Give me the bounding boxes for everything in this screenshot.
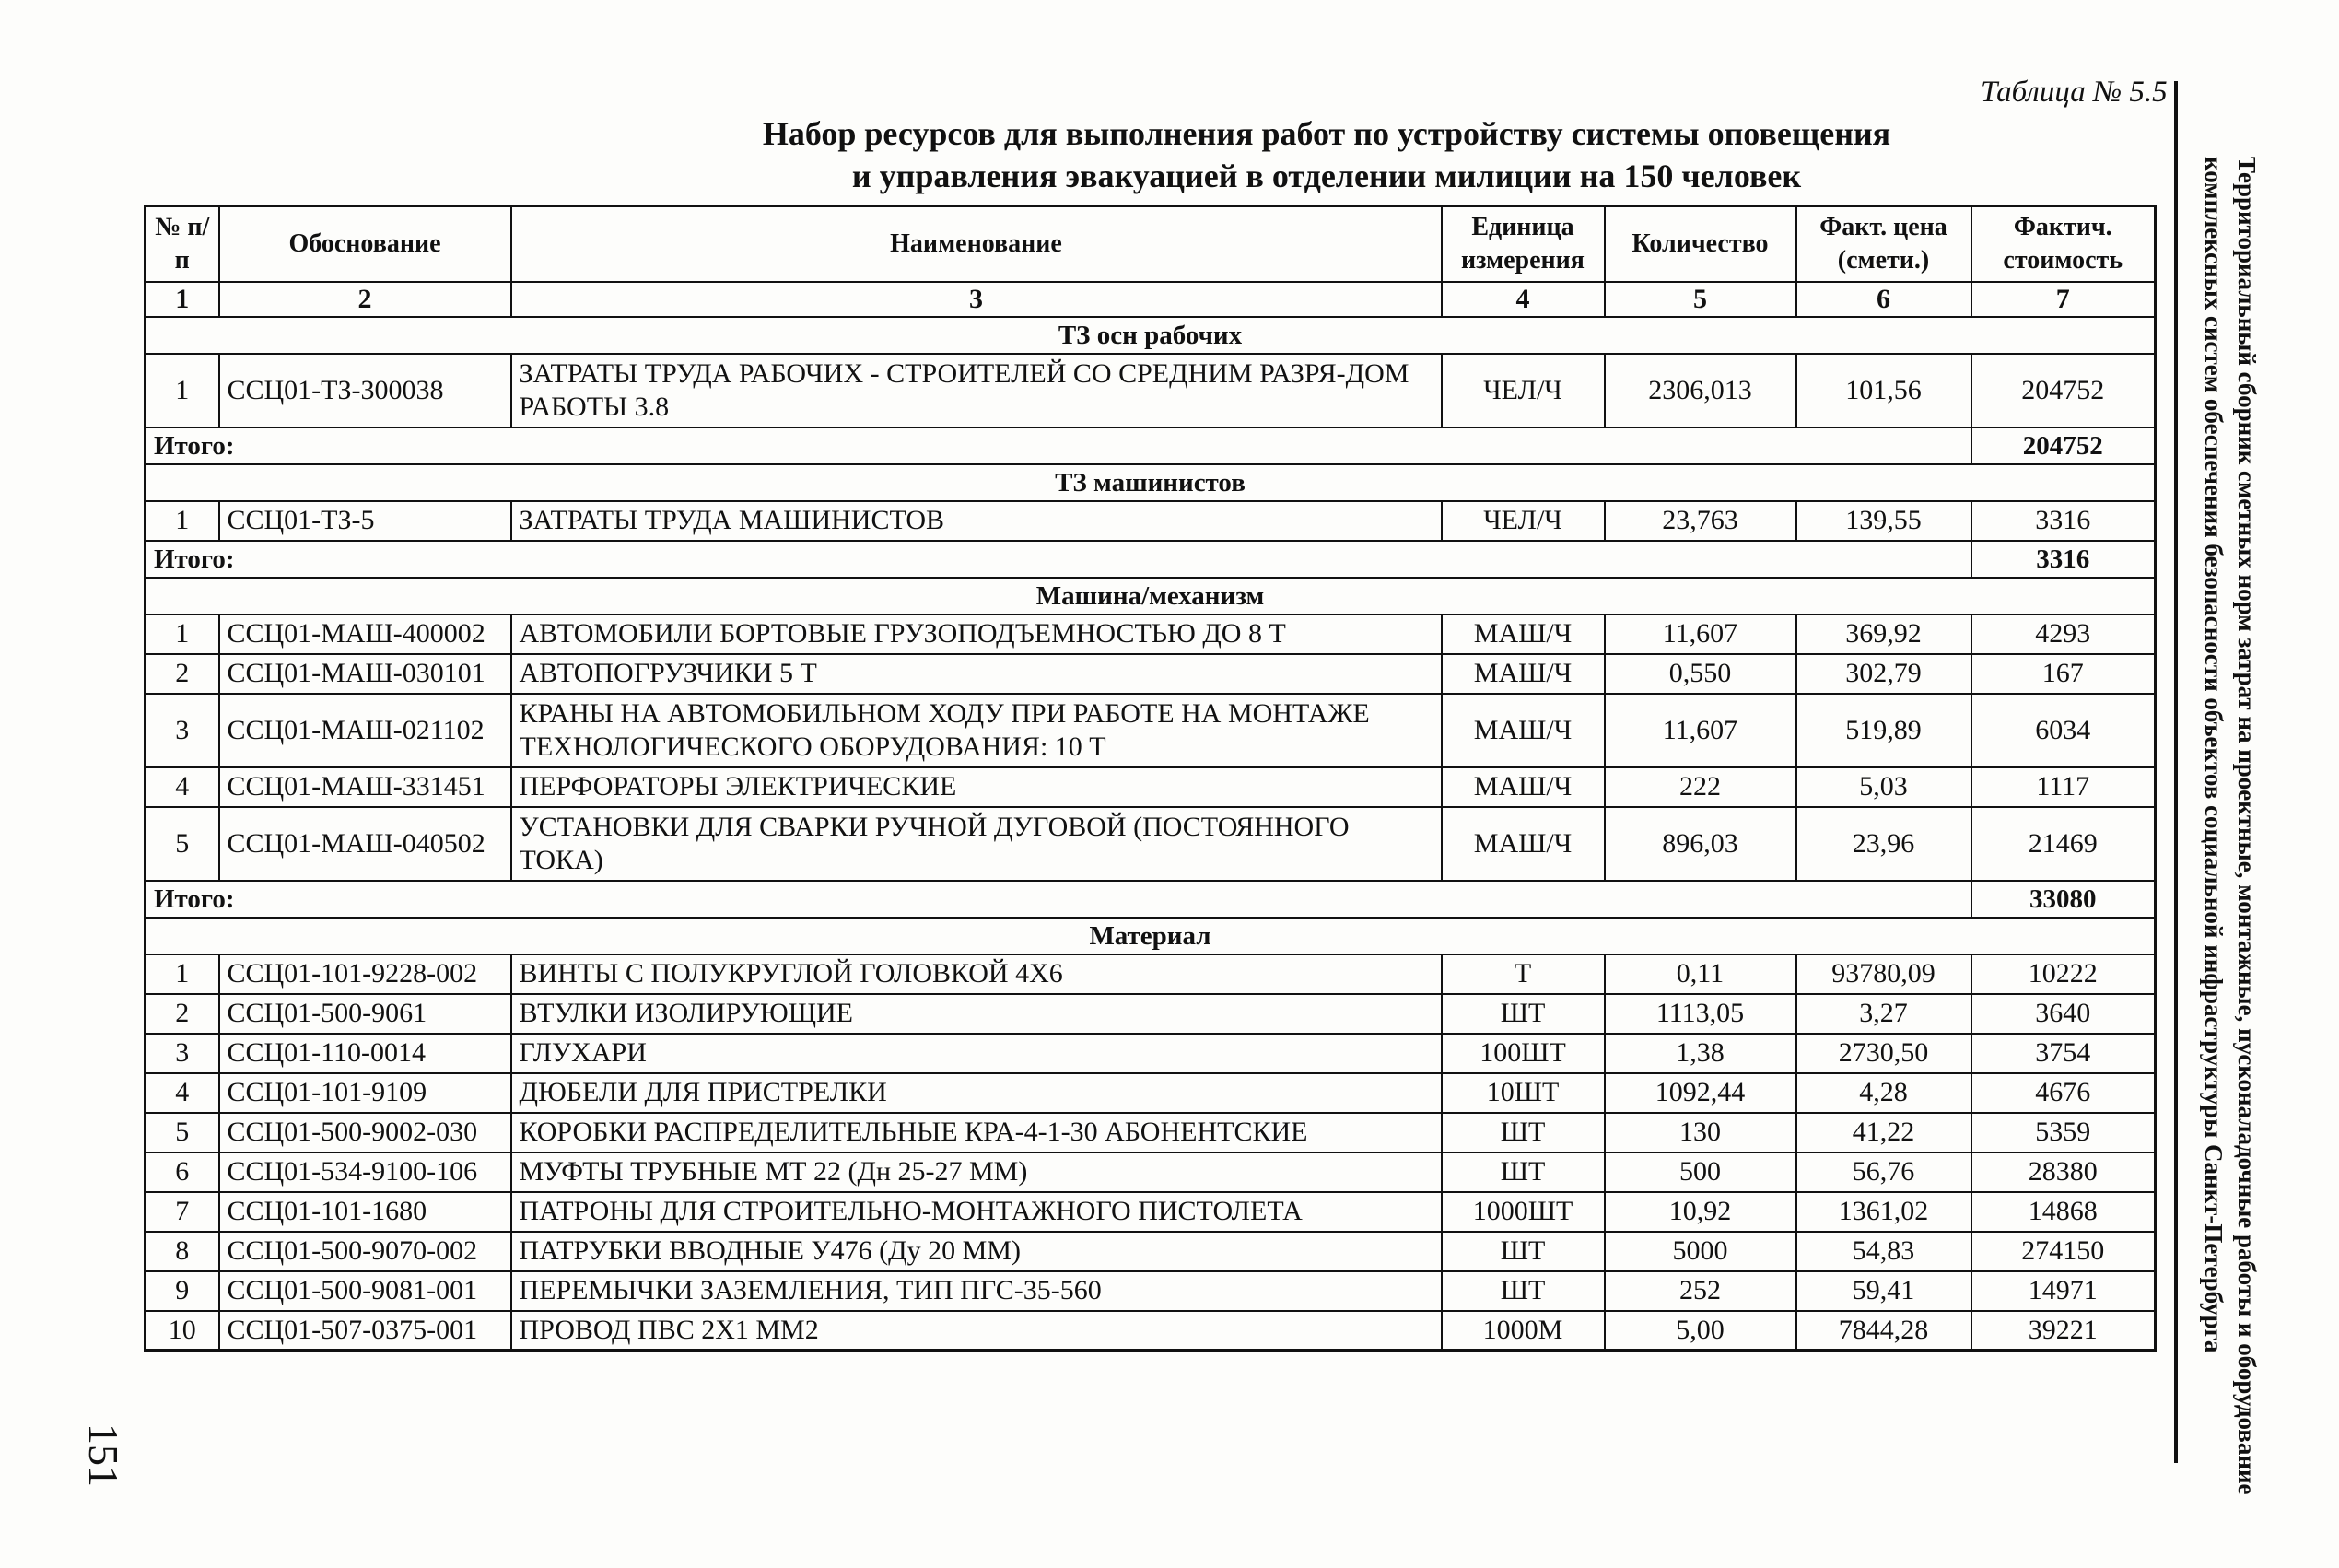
price-cell: 369,92	[1796, 614, 1971, 654]
section-title: ТЗ машинистов	[146, 464, 2156, 501]
quantity-cell: 896,03	[1605, 807, 1796, 881]
total-label: Итого:	[146, 427, 1971, 464]
quantity-cell: 10,92	[1605, 1192, 1796, 1232]
name-cell: ПЕРЕМЫЧКИ ЗАЗЕМЛЕНИЯ, ТИП ПГС-35-560	[511, 1271, 1442, 1311]
quantity-cell: 1092,44	[1605, 1073, 1796, 1113]
column-number-row	[146, 282, 2156, 317]
quantity-cell: 5000	[1605, 1232, 1796, 1271]
basis-cell: ССЦ01-101-1680	[219, 1192, 511, 1232]
cost-cell: 28380	[1971, 1153, 2156, 1192]
cost-cell: 3640	[1971, 994, 2156, 1034]
colnum-cell: 3	[511, 282, 1442, 317]
margin-rule	[2174, 81, 2178, 1463]
quantity-cell: 5,00	[1605, 1311, 1796, 1351]
name-cell: ПРОВОД ПВС 2Х1 ММ2	[511, 1311, 1442, 1351]
table-row	[146, 1073, 2156, 1113]
name-cell: КОРОБКИ РАСПРЕДЕЛИТЕЛЬНЫЕ КРА-4-1-30 АБОНЕНТСКИЕ	[511, 1113, 1442, 1153]
table-row	[146, 1034, 2156, 1073]
quantity-cell: 2306,013	[1605, 354, 1796, 427]
row-number-cell: 3	[146, 694, 219, 767]
unit-cell: МАШ/Ч	[1442, 614, 1605, 654]
price-cell: 54,83	[1796, 1232, 1971, 1271]
cost-cell: 21469	[1971, 807, 2156, 881]
table-row	[146, 654, 2156, 694]
price-cell: 59,41	[1796, 1271, 1971, 1311]
table-row	[146, 1232, 2156, 1271]
row-number-cell: 1	[146, 354, 219, 427]
row-number-cell: 2	[146, 994, 219, 1034]
name-cell: ПАТРУБКИ ВВОДНЫЕ У476 (Ду 20 ММ)	[511, 1232, 1442, 1271]
quantity-cell: 0,550	[1605, 654, 1796, 694]
basis-cell: ССЦ01-МАШ-331451	[219, 767, 511, 807]
row-number-cell: 10	[146, 1311, 219, 1351]
section-row	[146, 317, 2156, 354]
section-title: Материал	[146, 918, 2156, 954]
unit-cell: ШТ	[1442, 1232, 1605, 1271]
quantity-cell: 11,607	[1605, 694, 1796, 767]
title-line-1: Набор ресурсов для выполнения работ по устройству системы оповещения	[762, 115, 1891, 152]
name-cell: ВТУЛКИ ИЗОЛИРУЮЩИЕ	[511, 994, 1442, 1034]
name-cell: УСТАНОВКИ ДЛЯ СВАРКИ РУЧНОЙ ДУГОВОЙ (ПОСТОЯННОГО ТОКА)	[511, 807, 1442, 881]
colnum-cell: 1	[146, 282, 219, 317]
cost-cell: 1117	[1971, 767, 2156, 807]
name-cell: КРАНЫ НА АВТОМОБИЛЬНОМ ХОДУ ПРИ РАБОТЕ НА МОНТАЖЕ ТЕХНОЛОГИЧЕСКОГО ОБОРУДОВАНИЯ: 10 Т	[511, 694, 1442, 767]
basis-cell: ССЦ01-500-9061	[219, 994, 511, 1034]
table-row	[146, 994, 2156, 1034]
table-row	[146, 354, 2156, 427]
colnum-cell: 5	[1605, 282, 1796, 317]
total-value: 3316	[1971, 541, 2156, 578]
quantity-cell: 1,38	[1605, 1034, 1796, 1073]
cost-cell: 3754	[1971, 1034, 2156, 1073]
price-cell: 139,55	[1796, 501, 1971, 541]
price-cell: 93780,09	[1796, 954, 1971, 994]
name-cell: ПЕРФОРАТОРЫ ЭЛЕКТРИЧЕСКИЕ	[511, 767, 1442, 807]
header-num: № п/п	[146, 206, 219, 282]
basis-cell: ССЦ01-110-0014	[219, 1034, 511, 1073]
unit-cell: 1000ШТ	[1442, 1192, 1605, 1232]
price-cell: 56,76	[1796, 1153, 1971, 1192]
basis-cell: ССЦ01-507-0375-001	[219, 1311, 511, 1351]
price-cell: 4,28	[1796, 1073, 1971, 1113]
total-label: Итого:	[146, 881, 1971, 918]
price-cell: 5,03	[1796, 767, 1971, 807]
cost-cell: 4676	[1971, 1073, 2156, 1113]
section-row	[146, 918, 2156, 954]
name-cell: МУФТЫ ТРУБНЫЕ МТ 22 (Дн 25-27 ММ)	[511, 1153, 1442, 1192]
price-cell: 41,22	[1796, 1113, 1971, 1153]
cost-cell: 274150	[1971, 1232, 2156, 1271]
header-cost: Фактич. стоимость	[1971, 206, 2156, 282]
table-row	[146, 807, 2156, 881]
name-cell: ГЛУХАРИ	[511, 1034, 1442, 1073]
table-row	[146, 1192, 2156, 1232]
price-cell: 101,56	[1796, 354, 1971, 427]
colnum-cell: 4	[1442, 282, 1605, 317]
row-number-cell: 2	[146, 654, 219, 694]
quantity-cell: 1113,05	[1605, 994, 1796, 1034]
row-number-cell: 6	[146, 1153, 219, 1192]
price-cell: 7844,28	[1796, 1311, 1971, 1351]
title-line-2: и управления эвакуацией в отделении милиции на 150 человек	[851, 158, 1802, 194]
basis-cell: ССЦ01-500-9002-030	[219, 1113, 511, 1153]
table-body	[146, 282, 2156, 1351]
total-row	[146, 541, 2156, 578]
unit-cell: МАШ/Ч	[1442, 767, 1605, 807]
unit-cell: ШТ	[1442, 1153, 1605, 1192]
colnum-cell: 6	[1796, 282, 1971, 317]
row-number-cell: 4	[146, 767, 219, 807]
table-row	[146, 767, 2156, 807]
section-title: ТЗ осн рабочих	[146, 317, 2156, 354]
price-cell: 519,89	[1796, 694, 1971, 767]
row-number-cell: 4	[146, 1073, 219, 1113]
quantity-cell: 0,11	[1605, 954, 1796, 994]
row-number-cell: 1	[146, 501, 219, 541]
total-value: 204752	[1971, 427, 2156, 464]
total-row	[146, 427, 2156, 464]
name-cell: ПАТРОНЫ ДЛЯ СТРОИТЕЛЬНО-МОНТАЖНОГО ПИСТОЛЕТА	[511, 1192, 1442, 1232]
unit-cell: 1000М	[1442, 1311, 1605, 1351]
section-row	[146, 464, 2156, 501]
row-number-cell: 3	[146, 1034, 219, 1073]
basis-cell: ССЦ01-500-9070-002	[219, 1232, 511, 1271]
name-cell: АВТОМОБИЛИ БОРТОВЫЕ ГРУЗОПОДЪЕМНОСТЬЮ ДО 8 Т	[511, 614, 1442, 654]
unit-cell: ШТ	[1442, 1271, 1605, 1311]
table-label: Таблица № 5.5	[1981, 76, 2168, 109]
unit-cell: 100ШТ	[1442, 1034, 1605, 1073]
price-cell: 302,79	[1796, 654, 1971, 694]
name-cell: АВТОПОГРУЗЧИКИ 5 Т	[511, 654, 1442, 694]
row-number-cell: 1	[146, 954, 219, 994]
quantity-cell: 252	[1605, 1271, 1796, 1311]
total-label: Итого:	[146, 541, 1971, 578]
basis-cell: ССЦ01-ТЗ-300038	[219, 354, 511, 427]
price-cell: 1361,02	[1796, 1192, 1971, 1232]
side-caption-line-1: Территориальный сборник сметных норм затрат на проектные, монтажные, пусконаладочные работы и оборудование	[2233, 157, 2261, 1495]
row-number-cell: 7	[146, 1192, 219, 1232]
section-title: Машина/механизм	[146, 578, 2156, 614]
row-number-cell: 1	[146, 614, 219, 654]
basis-cell: ССЦ01-МАШ-400002	[219, 614, 511, 654]
header-basis: Обоснование	[219, 206, 511, 282]
total-value: 33080	[1971, 881, 2156, 918]
page-number: 151	[80, 1423, 127, 1487]
basis-cell: ССЦ01-МАШ-021102	[219, 694, 511, 767]
basis-cell: ССЦ01-500-9081-001	[219, 1271, 511, 1311]
table-row	[146, 1271, 2156, 1311]
side-caption	[2197, 157, 2263, 1495]
row-number-cell: 5	[146, 807, 219, 881]
header-qty: Количество	[1605, 206, 1796, 282]
cost-cell: 204752	[1971, 354, 2156, 427]
table-row	[146, 1311, 2156, 1351]
quantity-cell: 23,763	[1605, 501, 1796, 541]
basis-cell: ССЦ01-МАШ-030101	[219, 654, 511, 694]
price-cell: 23,96	[1796, 807, 1971, 881]
basis-cell: ССЦ01-МАШ-040502	[219, 807, 511, 881]
unit-cell: ШТ	[1442, 1113, 1605, 1153]
name-cell: ДЮБЕЛИ ДЛЯ ПРИСТРЕЛКИ	[511, 1073, 1442, 1113]
unit-cell: МАШ/Ч	[1442, 654, 1605, 694]
header-name: Наименование	[511, 206, 1442, 282]
unit-cell: ЧЕЛ/Ч	[1442, 354, 1605, 427]
cost-cell: 14971	[1971, 1271, 2156, 1311]
table-row	[146, 614, 2156, 654]
name-cell: ЗАТРАТЫ ТРУДА МАШИНИСТОВ	[511, 501, 1442, 541]
basis-cell: ССЦ01-101-9109	[219, 1073, 511, 1113]
name-cell: ВИНТЫ С ПОЛУКРУГЛОЙ ГОЛОВКОЙ 4Х6	[511, 954, 1442, 994]
name-cell: ЗАТРАТЫ ТРУДА РАБОЧИХ - СТРОИТЕЛЕЙ СО СРЕДНИМ РАЗРЯ-ДОМ РАБОТЫ 3.8	[511, 354, 1442, 427]
price-cell: 2730,50	[1796, 1034, 1971, 1073]
resources-table	[144, 205, 2157, 1352]
table-row	[146, 694, 2156, 767]
row-number-cell: 8	[146, 1232, 219, 1271]
page-title	[516, 112, 2137, 197]
quantity-cell: 130	[1605, 1113, 1796, 1153]
cost-cell: 39221	[1971, 1311, 2156, 1351]
quantity-cell: 11,607	[1605, 614, 1796, 654]
unit-cell: МАШ/Ч	[1442, 807, 1605, 881]
cost-cell: 10222	[1971, 954, 2156, 994]
basis-cell: ССЦ01-534-9100-106	[219, 1153, 511, 1192]
quantity-cell: 500	[1605, 1153, 1796, 1192]
row-number-cell: 9	[146, 1271, 219, 1311]
unit-cell: ЧЕЛ/Ч	[1442, 501, 1605, 541]
price-cell: 3,27	[1796, 994, 1971, 1034]
cost-cell: 167	[1971, 654, 2156, 694]
cost-cell: 3316	[1971, 501, 2156, 541]
side-caption-line-2: комплексных систем обеспечения безопасности объектов социальной инфраструктуры Санкт-Петербурга	[2200, 157, 2228, 1353]
header-price: Факт. цена (смети.)	[1796, 206, 1971, 282]
section-row	[146, 578, 2156, 614]
row-number-cell: 5	[146, 1113, 219, 1153]
basis-cell: ССЦ01-ТЗ-5	[219, 501, 511, 541]
cost-cell: 14868	[1971, 1192, 2156, 1232]
cost-cell: 4293	[1971, 614, 2156, 654]
table-row	[146, 954, 2156, 994]
colnum-cell: 2	[219, 282, 511, 317]
total-row	[146, 881, 2156, 918]
basis-cell: ССЦ01-101-9228-002	[219, 954, 511, 994]
unit-cell: ШТ	[1442, 994, 1605, 1034]
table-row	[146, 1153, 2156, 1192]
unit-cell: МАШ/Ч	[1442, 694, 1605, 767]
colnum-cell: 7	[1971, 282, 2156, 317]
cost-cell: 6034	[1971, 694, 2156, 767]
cost-cell: 5359	[1971, 1113, 2156, 1153]
table-row	[146, 501, 2156, 541]
quantity-cell: 222	[1605, 767, 1796, 807]
unit-cell: Т	[1442, 954, 1605, 994]
unit-cell: 10ШТ	[1442, 1073, 1605, 1113]
table-row	[146, 1113, 2156, 1153]
header-unit: Единица измерения	[1442, 206, 1605, 282]
